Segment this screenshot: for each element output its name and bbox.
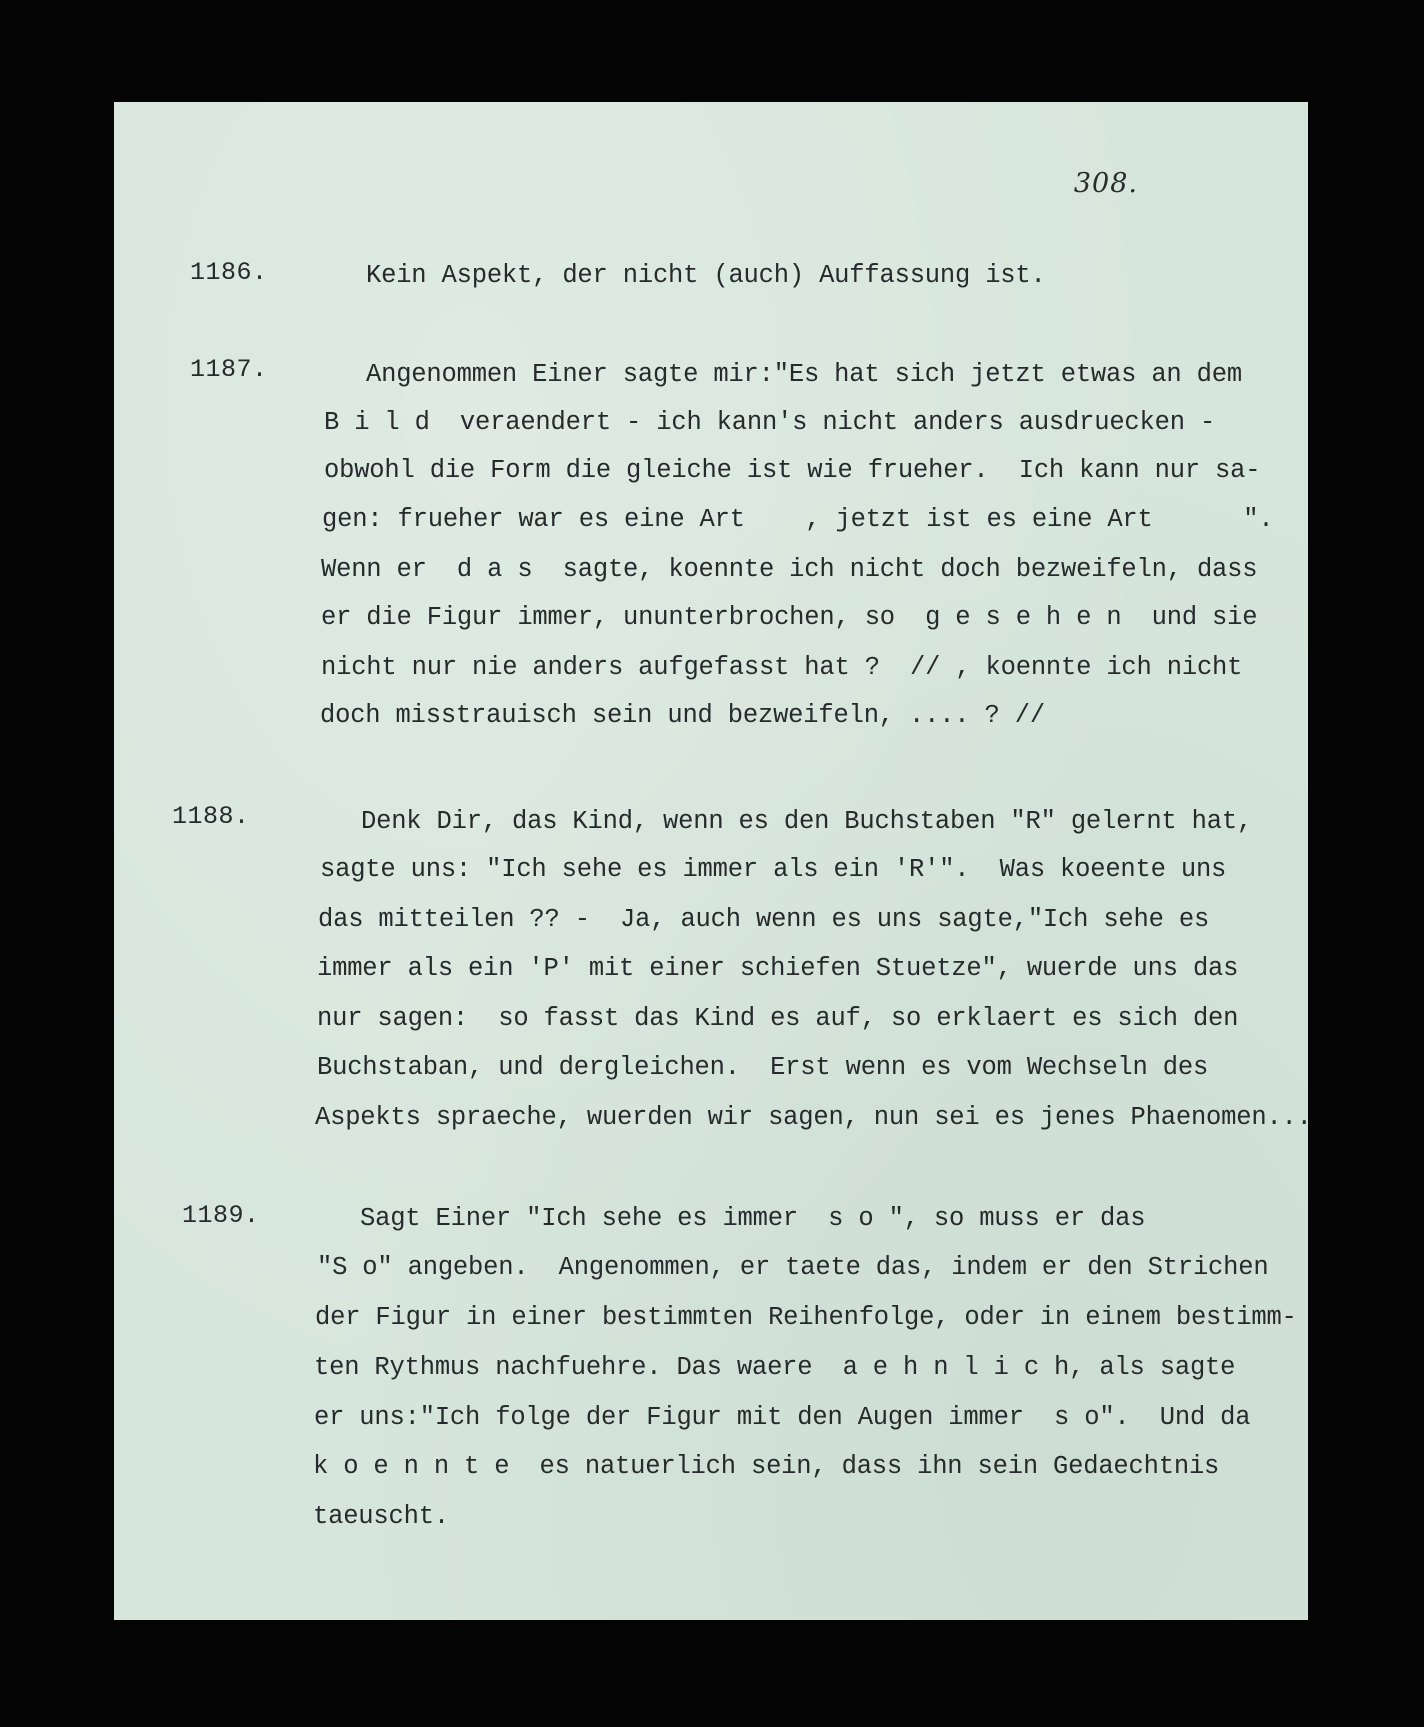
remark-number: 1186.	[190, 258, 268, 287]
remark-line: taeuscht.	[313, 1502, 449, 1531]
remark-line: ten Rythmus nachfuehre. Das waere a e h n l i c h, als sagte	[314, 1353, 1236, 1382]
remark-line: immer als ein 'P' mit einer schiefen Stuetze", wuerde uns das	[317, 954, 1239, 983]
remark-line: k o e n n t e es natuerlich sein, dass ihn sein Gedaechtnis	[313, 1452, 1220, 1481]
remark-line: Buchstaban, und dergleichen. Erst wenn es vom Wechseln des	[317, 1053, 1209, 1082]
page-number: 308.	[1073, 168, 1138, 199]
remark-line: er die Figur immer, ununterbrochen, so g e s e h e n und sie	[321, 603, 1258, 632]
remark-number: 1188.	[172, 802, 250, 831]
remark-line: gen: frueher war es eine Art , jetzt ist es eine Art ".	[322, 505, 1274, 534]
remark-line: "S o" angeben. Angenommen, er taete das, indem er den Strichen	[317, 1253, 1269, 1282]
remark-line: nicht nur nie anders aufgefasst hat ? // , koennte ich nicht	[321, 653, 1243, 682]
remark-line: er uns:"Ich folge der Figur mit den Augen immer s o". Und da	[314, 1403, 1251, 1432]
remark-line: sagte uns: "Ich sehe es immer als ein 'R'". Was koeente uns	[320, 855, 1227, 884]
remark-line: Sagt Einer "Ich sehe es immer s o ", so muss er das	[360, 1204, 1146, 1233]
remark-line: Denk Dir, das Kind, wenn es den Buchstaben "R" gelernt hat,	[361, 807, 1253, 836]
remark-number: 1187.	[190, 355, 268, 384]
remark-line: Kein Aspekt, der nicht (auch) Auffassung ist.	[366, 261, 1046, 290]
remark-line: Aspekts spraeche, wuerden wir sagen, nun sei es jenes Phaenomen...	[315, 1103, 1312, 1132]
typescript-page	[114, 102, 1312, 1620]
remark-line: das mitteilen ?? - Ja, auch wenn es uns sagte,"Ich sehe es	[318, 905, 1210, 934]
remark-number: 1189.	[182, 1201, 260, 1230]
remark-line: Angenommen Einer sagte mir:"Es hat sich jetzt etwas an dem	[366, 360, 1242, 389]
remark-line: der Figur in einer bestimmten Reihenfolge, oder in einem bestimm-	[315, 1303, 1297, 1332]
remark-line: B i l d veraendert - ich kann's nicht anders ausdruecken -	[324, 408, 1216, 437]
remark-line: nur sagen: so fasst das Kind es auf, so erklaert es sich den	[317, 1004, 1239, 1033]
remark-line: obwohl die Form die gleiche ist wie frueher. Ich kann nur sa-	[324, 456, 1261, 485]
remark-line: doch misstrauisch sein und bezweifeln, .... ? //	[320, 701, 1045, 730]
remark-line: Wenn er d a s sagte, koennte ich nicht doch bezweifeln, dass	[321, 555, 1258, 584]
